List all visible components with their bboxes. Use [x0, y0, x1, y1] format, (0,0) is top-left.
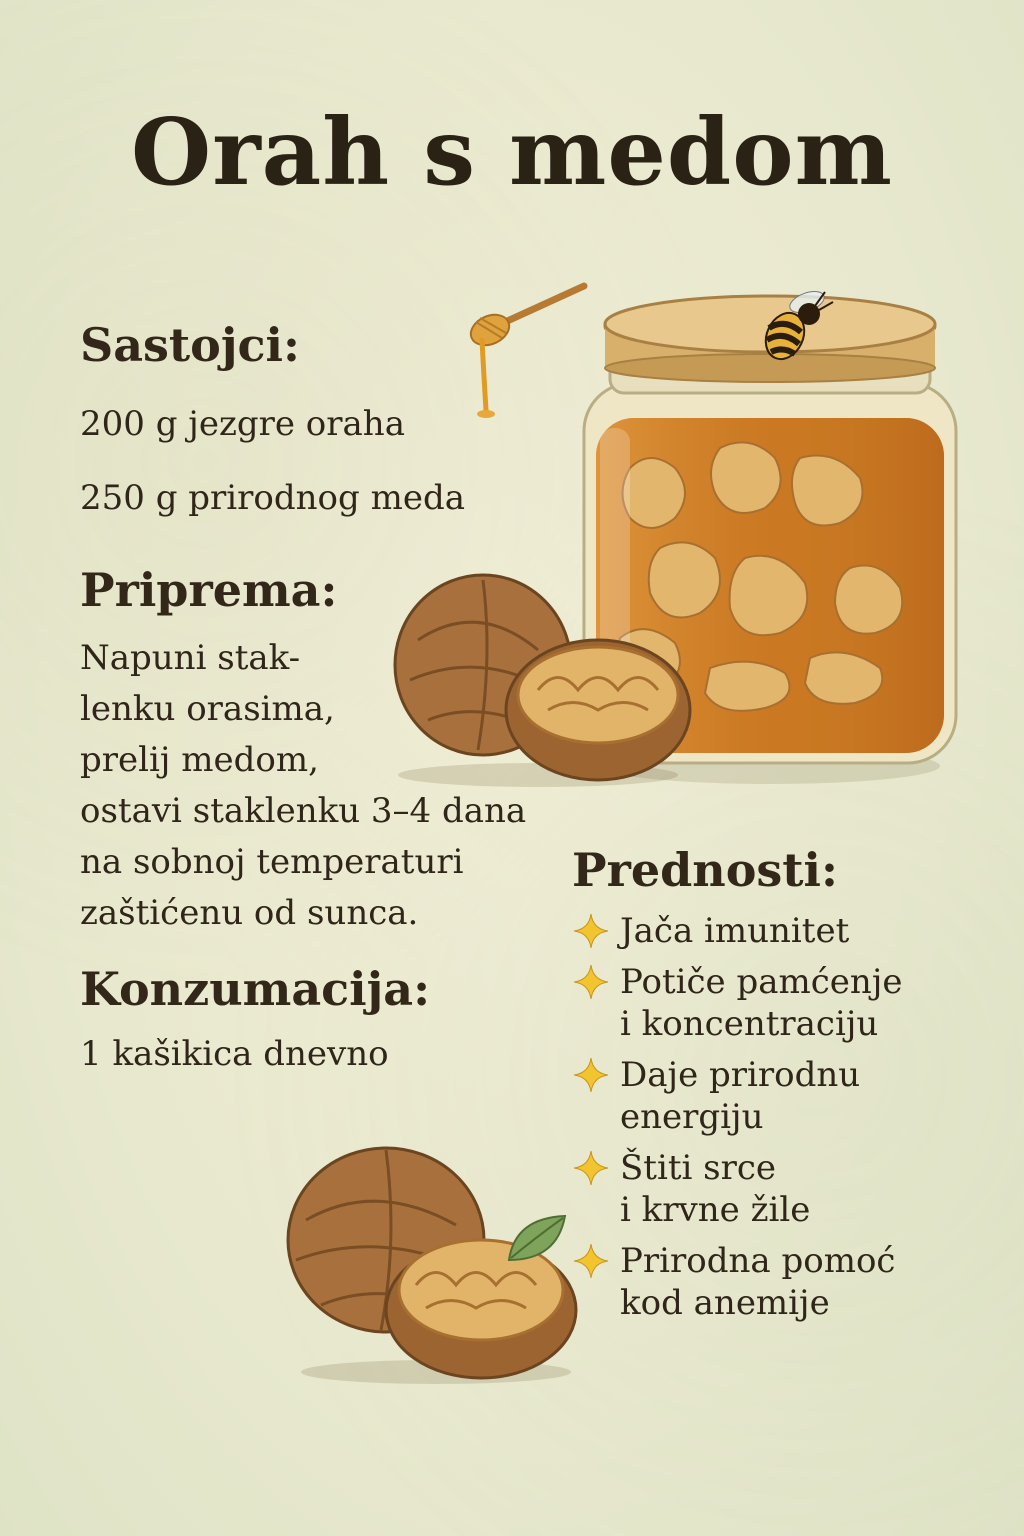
- consumption-heading: Konzumacija:: [80, 962, 431, 1016]
- preparation-heading: Priprema:: [80, 563, 338, 617]
- page-title: Orah s medom: [131, 98, 893, 206]
- consumption-text: 1 kašikica dnevno: [80, 1034, 389, 1074]
- preparation-line: zaštićenu od sunca.: [80, 893, 419, 933]
- benefits-heading: Prednosti:: [572, 843, 838, 897]
- benefit-text-2: i krvne žile: [620, 1190, 811, 1230]
- preparation-line: lenku orasima,: [80, 689, 335, 729]
- benefit-item: [572, 910, 992, 952]
- benefit-text: Potiče pamćenje: [620, 962, 903, 1002]
- preparation-line: Napuni stak-: [80, 638, 301, 678]
- ingredient-honey: 250 g prirodnog meda: [80, 478, 465, 518]
- benefits-list: [572, 910, 992, 1333]
- bee-icon: [755, 284, 835, 368]
- benefit-text-2: i koncentraciju: [620, 1004, 879, 1044]
- benefit-text: Jača imunitet: [620, 911, 850, 951]
- preparation-line: prelij medom,: [80, 740, 319, 780]
- ingredients-heading: Sastojci:: [80, 318, 300, 372]
- benefit-item: [572, 961, 992, 1045]
- benefit-text: Štiti srce: [620, 1148, 777, 1188]
- leaf-icon: [505, 1212, 569, 1268]
- sparkle-icon: [574, 965, 608, 999]
- sparkle-icon: [574, 914, 608, 948]
- ingredient-walnuts: 200 g jezgre oraha: [80, 404, 405, 444]
- walnut-icon: [388, 560, 698, 790]
- preparation-line: na sobnoj temperaturi: [80, 842, 464, 882]
- benefit-text: Daje prirodnu: [620, 1055, 861, 1095]
- preparation-line: ostavi staklenku 3–4 dana: [80, 791, 527, 831]
- benefit-item: [572, 1240, 992, 1324]
- benefit-item: [572, 1054, 992, 1138]
- sparkle-icon: [574, 1058, 608, 1092]
- benefit-text: Prirodna pomoć: [620, 1241, 896, 1281]
- benefit-text-2: kod anemije: [620, 1283, 830, 1323]
- benefit-text-2: energiju: [620, 1097, 764, 1137]
- benefit-item: [572, 1147, 992, 1231]
